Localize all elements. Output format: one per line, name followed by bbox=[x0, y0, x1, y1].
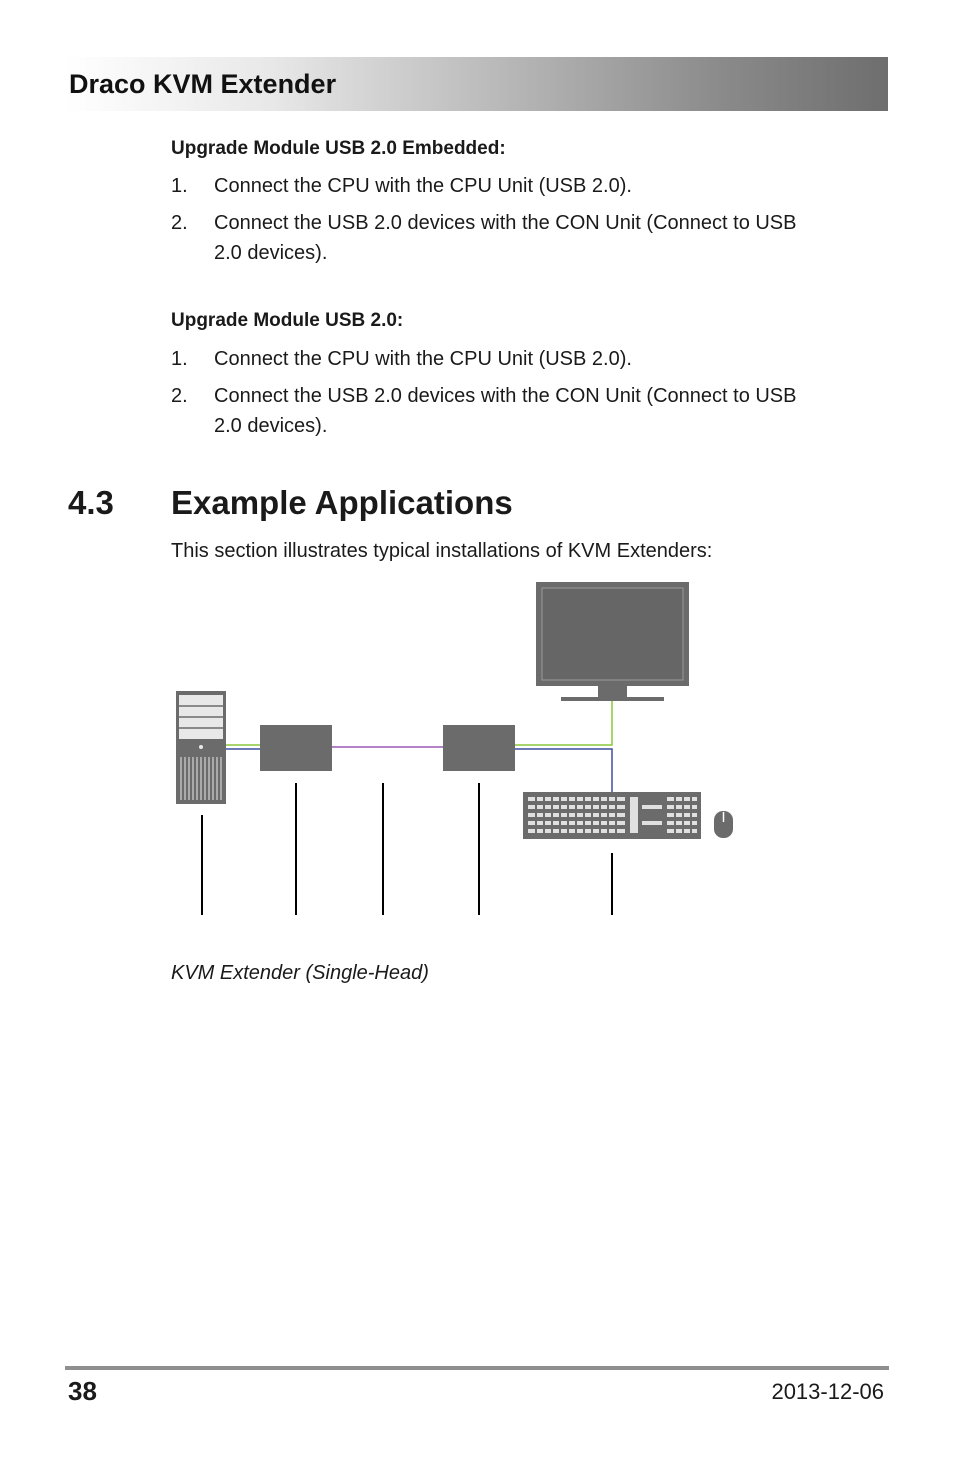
step-text: Connect the CPU with the CPU Unit (USB 2.0). bbox=[214, 348, 632, 370]
header-bar bbox=[65, 57, 888, 111]
keyboard-icon bbox=[523, 792, 701, 839]
footer-rule bbox=[65, 1366, 889, 1370]
section-intro: This section illustrates typical installations of KVM Extenders: bbox=[171, 540, 713, 562]
usb-heading: Upgrade Module USB 2.0: bbox=[171, 310, 404, 331]
monitor-icon bbox=[536, 582, 689, 701]
cpu-tower-icon bbox=[176, 691, 226, 804]
figure-caption: KVM Extender (Single-Head) bbox=[171, 962, 429, 984]
step-text: Connect the CPU with the CPU Unit (USB 2.0). bbox=[214, 175, 632, 197]
step-number: 1. bbox=[171, 175, 188, 197]
step-number: 2. bbox=[171, 212, 188, 234]
kvm-extender-diagram bbox=[160, 575, 760, 935]
video-cable-monitor bbox=[515, 700, 612, 745]
usb-cable-devices bbox=[515, 749, 612, 792]
mouse-icon bbox=[714, 811, 733, 838]
step-number: 2. bbox=[171, 385, 188, 407]
section-title: Example Applications bbox=[171, 484, 513, 521]
section-number: 4.3 bbox=[68, 484, 114, 521]
document-title: Draco KVM Extender bbox=[69, 69, 337, 99]
page-number: 38 bbox=[68, 1376, 97, 1406]
step-text: Connect the USB 2.0 devices with the CON Unit (Connect to USB 2.0 devices). bbox=[214, 212, 797, 264]
cpu-unit-icon bbox=[260, 725, 332, 771]
step-number: 1. bbox=[171, 348, 188, 370]
con-unit-icon bbox=[443, 725, 515, 771]
step-text: Connect the USB 2.0 devices with the CON Unit (Connect to USB 2.0 devices). bbox=[214, 385, 797, 437]
embedded-heading: Upgrade Module USB 2.0 Embedded: bbox=[171, 138, 506, 159]
footer-date: 2013-12-06 bbox=[771, 1379, 884, 1404]
